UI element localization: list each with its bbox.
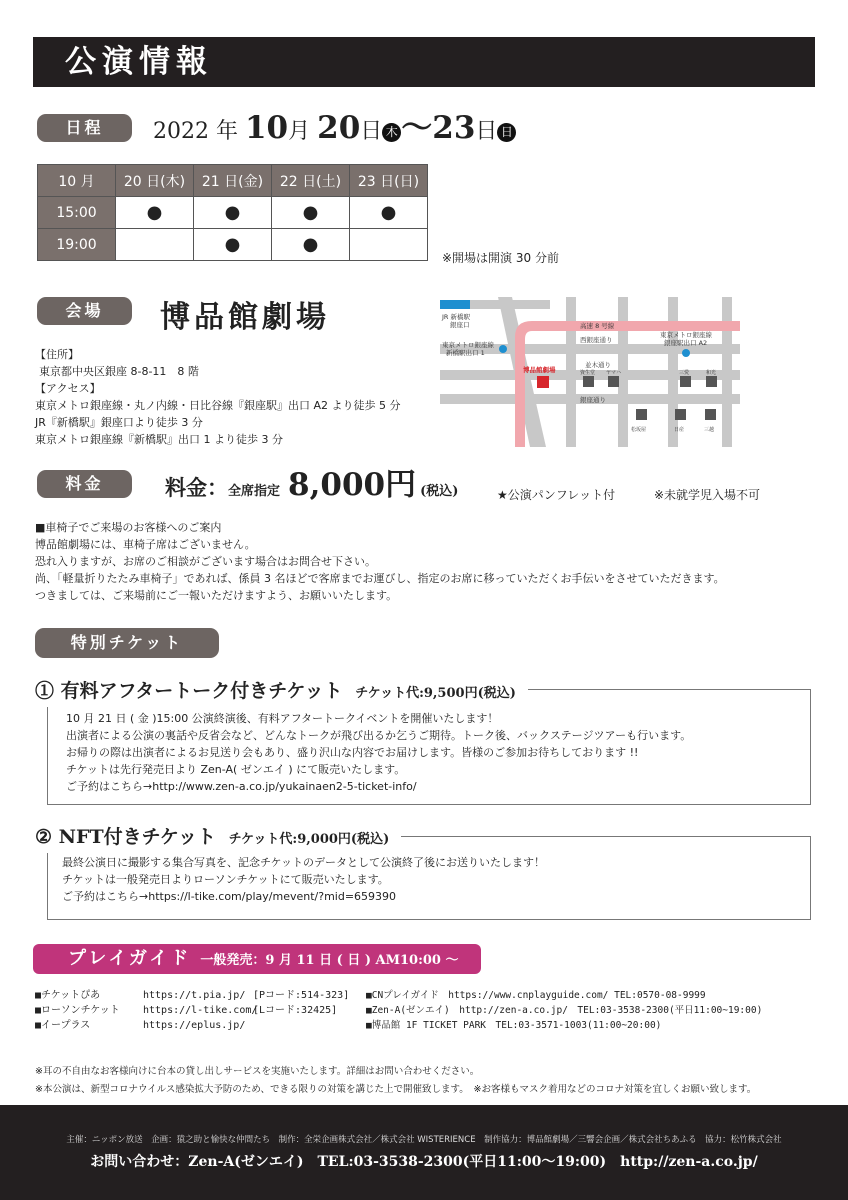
info-line: 博品館劇場には、車椅子席はございません。	[35, 538, 256, 551]
map-label: 銀座口	[450, 321, 470, 329]
map-shop: 三愛	[679, 370, 690, 376]
ticket2-body	[62, 854, 802, 905]
address: 東京都中央区銀座 8-8-11 8 階	[39, 365, 199, 378]
performance-cell: ●	[350, 197, 428, 229]
performance-cell: ●	[194, 229, 272, 261]
price-tax: (税込)	[420, 484, 459, 499]
ticket2-link[interactable]: ご予約はこちら→https://l-tike.com/play/mevent/?mid=659390	[62, 890, 397, 903]
playguide-row: ■イープラス https://eplus.jp/	[35, 1018, 349, 1033]
map-label: JR 新橋駅	[442, 313, 470, 321]
playguide-url[interactable]: https://t.pia.jp/	[143, 990, 246, 1001]
playguide-url[interactable]: https://eplus.jp/	[143, 1020, 246, 1031]
footer-contact[interactable]: お問い合わせ：Zen-A(ゼンエイ) TEL:03-3538-2300(平日11:00〜19:00) http://zen-a.co.jp/	[90, 1154, 758, 1170]
time-cell: 15:00	[38, 197, 116, 229]
performance-cell: ●	[272, 229, 350, 261]
table-header-row	[38, 165, 428, 197]
ticket1-number: ①	[35, 680, 55, 702]
pamphlet-note: ★公演パンフレット付	[497, 488, 616, 502]
playguide-row: ■チケットぴあ https://t.pia.jp/ [Pコード:514-323]	[35, 990, 350, 1001]
performance-cell: ●	[194, 197, 272, 229]
playguide-title: プレイガイド	[68, 948, 192, 969]
venue-map	[440, 297, 740, 447]
venue-info	[35, 346, 435, 448]
time-cell: 19:00	[38, 229, 116, 261]
map-label: 銀座駅出口 A2	[664, 339, 708, 347]
map-label: 東京メトロ銀座線	[660, 331, 712, 339]
map-shop: 松坂屋	[631, 427, 647, 433]
general-release: 一般発売：9 月 11 日 ( 日 ) AM10:00 〜	[200, 953, 459, 968]
ticket2-price: チケット代:9,000円(税込)	[228, 832, 390, 847]
date-month: 10	[244, 110, 289, 146]
notes	[35, 1063, 756, 1099]
age-note: ※未就学児入場不可	[654, 488, 761, 502]
footer-credits: 主催：ニッポン放送 企画：猿之助と愉快な仲間たち 制作：全栄企画株式会社／株式会社 WISTERIENCE 制作協力：博品館劇場／三響会企画／株式会社ちあふる 協力：松竹株式会社	[66, 1135, 782, 1145]
playguide-row: ■博品館 1F TICKET PARK TEL:03-3571-1003(11:00~20:00)	[366, 1020, 662, 1031]
page-title: 公演情報	[65, 44, 213, 80]
price-line	[165, 466, 458, 511]
performance-cell: ●	[272, 197, 350, 229]
playguide-heading	[68, 947, 459, 973]
ticket1-link[interactable]: ご予約はこちら→http://www.zen-a.co.jp/yukainaen2-5-ticket-info/	[66, 780, 417, 793]
map-shop: ヤマハ	[606, 370, 621, 376]
map-shop: 資生堂	[580, 370, 596, 376]
playguide-row: ■ローソンチケット https://l-tike.com/[Lコード:32425]	[35, 1005, 338, 1016]
dow-badge: 木	[382, 123, 401, 142]
ticket1-line: 10 月 21 日 ( 金 )15:00 公演終演後、有料アフタートークイベントを開催いたします！	[66, 712, 499, 725]
schedule-label: 日程	[37, 114, 132, 142]
table-header-cell: 10 月	[38, 165, 116, 197]
performance-cell: ●	[116, 197, 194, 229]
playguide-url[interactable]: https://l-tike.com/	[143, 1005, 258, 1016]
access-item: 東京メトロ銀座線『新橋駅』出口 1 より徒歩 3 分	[35, 433, 283, 446]
info-line: ■車椅子でご来場のお客様へのご案内	[35, 521, 222, 534]
info-line: 恐れ入りますが、お席のご相談がございます場合はお問合せ下さい。	[35, 555, 376, 568]
map-theater-label: 博品館劇場	[523, 366, 556, 374]
access-item: JR『新橋駅』銀座口より徒歩 3 分	[35, 416, 203, 429]
address-label: 【住所】	[35, 348, 79, 361]
map-shop: 和光	[706, 370, 717, 376]
price-amount: 8,000円	[288, 467, 417, 503]
ticket1-heading	[35, 678, 528, 707]
performance-cell	[350, 229, 428, 261]
ticket2-line: チケットは一般発売日よりローソンチケットにて販売いたします。	[62, 873, 389, 886]
note-line: ※本公演は、新型コロナウイルス感染拡大予防のため、できる限りの対策を講じた上で開催致します。 ※お客様もマスク着用などのコロナ対策を宜しくお願い致します。	[35, 1084, 757, 1095]
access-label: 【アクセス】	[35, 382, 101, 395]
schedule-date: 2022 年 10月 20日 木 〜23日 日	[153, 110, 516, 150]
note-line: ※耳の不自由なお客様向けに台本の貸し出しサービスを実施いたします。詳細はお問い合わせください。	[35, 1066, 480, 1077]
playguide-left	[35, 988, 349, 1033]
seat-type: 全席指定	[228, 484, 281, 499]
ticket1-line: 出演者による公演の裏話や反省会など、どんなトークが飛び出るか乞うご期待。トーク後、バックステージツアーも行います。	[66, 729, 692, 742]
price-label: 料金	[37, 470, 132, 498]
dow-badge: 日	[497, 123, 516, 142]
playguide-right	[366, 988, 762, 1033]
map-label: 東京メトロ銀座線	[442, 341, 494, 349]
date-end: 23	[432, 110, 476, 146]
ticket1-line: お帰りの際は出演者によるお見送り会もあり、盛り沢山な内容でお届けします。皆様のご参加お待ちしております !!	[66, 746, 639, 759]
ticket2-heading	[35, 824, 401, 853]
venue-name: 博品館劇場	[160, 300, 330, 335]
ticket2-line: 最終公演日に撮影する集合写真を、記念チケットのデータとして公演終了後にお送りいたします！	[62, 856, 546, 869]
ticket1-price: チケット代:9,500円(税込)	[355, 686, 516, 701]
wheelchair-info	[35, 519, 825, 604]
doors-note: ※開場は開演 30 分前	[442, 251, 559, 265]
performance-cell	[116, 229, 194, 261]
map-label: 西銀座通り	[580, 336, 613, 344]
table-header-cell: 23 日(日)	[350, 165, 428, 197]
schedule-table	[37, 164, 428, 261]
date-separator: 〜	[401, 110, 433, 146]
map-label: 高速 8 号線	[580, 322, 615, 330]
map-shop: 日産	[674, 427, 685, 433]
ticket1-body	[66, 710, 806, 795]
date-start: 20	[317, 110, 361, 146]
table-header-cell: 22 日(土)	[272, 165, 350, 197]
map-label: 銀座通り	[580, 396, 606, 404]
table-header-cell: 20 日(木)	[116, 165, 194, 197]
price-prefix: 料金：	[165, 475, 228, 500]
table-row	[38, 229, 428, 261]
ticket2-number: ②	[35, 826, 53, 848]
table-row	[38, 197, 428, 229]
special-ticket-label: 特別チケット	[35, 628, 219, 658]
ticket2-title: NFT付きチケット	[58, 826, 216, 848]
ticket1-line: チケットは先行発売日より Zen-A( ゼンエイ ) にて販売いたします。	[66, 763, 406, 776]
ticket1-title: 有料アフタートーク付きチケット	[60, 680, 343, 702]
playguide-row: ■CNプレイガイド https://www.cnplayguide.com/ TEL:0570-08-9999	[366, 990, 706, 1001]
info-line: 尚、「軽量折りたたみ車椅子」であれば、係員 3 名ほどで客席までお運びし、指定のお席に移っていただくお手伝いをさせていただきます。	[35, 572, 725, 585]
map-label: 並木通り	[585, 361, 611, 369]
table-header-cell: 21 日(金)	[194, 165, 272, 197]
map-shop: 三越	[704, 427, 715, 433]
info-line: つきましては、ご来場前にご一報いただけますよう、お願いいたします。	[35, 589, 398, 602]
access-item: 東京メトロ銀座線・丸ノ内線・日比谷線『銀座駅』出口 A2 より徒歩 5 分	[35, 399, 401, 412]
venue-label: 会場	[37, 297, 132, 325]
playguide-row: ■Zen-A(ゼンエイ) http://zen-a.co.jp/ TEL:03-3538-2300(平日11:00~19:00)	[366, 1005, 763, 1016]
map-label: 新橋駅出口 1	[446, 349, 485, 357]
